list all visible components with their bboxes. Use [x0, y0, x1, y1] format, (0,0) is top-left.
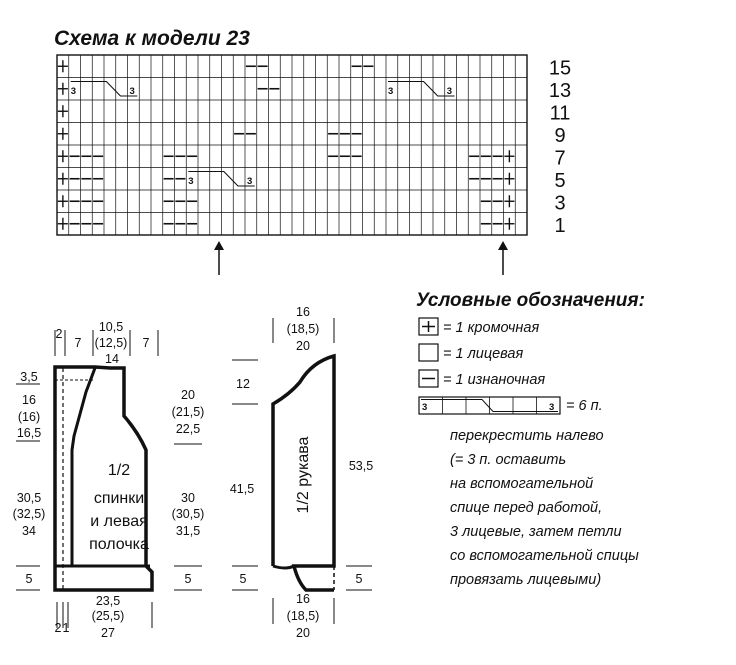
sleeve-bottom-dim-16: 16 — [296, 592, 310, 606]
body-right-dim-21-5: (21,5) — [171, 405, 205, 419]
legend-title: Условные обозначения: — [416, 290, 645, 311]
body-label-1: 1/2 — [107, 462, 131, 479]
legend-knit-text: = 1 лицевая — [443, 346, 524, 362]
body-left-dim-30-5: 30,5 — [16, 491, 42, 505]
body-top-dim-14: 14 — [105, 352, 119, 366]
legend-cross-desc-6: со вспомогательной спицы — [450, 548, 639, 564]
body-bottom-dim-23-5: 23,5 — [95, 594, 121, 608]
stitch-chart — [57, 55, 527, 235]
body-top-dim-7a: 7 — [74, 336, 82, 350]
body-bottom-dim-2: 2 — [54, 621, 62, 635]
body-top-dim-10-5: 10,5 — [98, 320, 124, 334]
body-left-dim-32-5: (32,5) — [12, 507, 46, 521]
body-bottom-dim-25-5: (25,5) — [91, 609, 125, 623]
legend-cross-desc-4: спице перед работой, — [450, 500, 603, 516]
legend-purl-text: = 1 изнаночная — [443, 372, 546, 388]
cross-label: 3 — [446, 86, 453, 97]
legend-cross-desc-5: 3 лицевые, затем петли — [450, 524, 622, 540]
legend-cross-desc-3: на вспомогательной — [450, 476, 594, 492]
arrow-right-head — [498, 241, 508, 250]
legend-cross-desc-7: провязать лицевыми) — [450, 572, 602, 588]
sleeve-left-dim-5: 5 — [239, 572, 247, 586]
row-number: 13 — [548, 79, 572, 102]
body-bottom-dim-1: 1 — [62, 621, 70, 635]
body-right-dim-22-5: 22,5 — [175, 422, 201, 436]
legend-cross-start: 3 — [422, 402, 428, 413]
cross-label: 3 — [129, 86, 135, 97]
row-number: 7 — [554, 147, 566, 170]
row-number: 15 — [548, 57, 572, 80]
sleeve-bottom-dim-18-5: (18,5) — [286, 609, 320, 623]
legend — [416, 290, 645, 588]
body-top-dim-12-5: (12,5) — [94, 336, 128, 350]
body-label-2: спинки — [93, 490, 145, 507]
body-top-dim-2: 2 — [55, 327, 63, 341]
body-left-dim-5: 5 — [25, 572, 33, 586]
legend-cross-desc-2: (= 3 п. оставить — [450, 452, 567, 468]
body-left-dim-34: 34 — [22, 524, 36, 538]
arrow-left-head — [214, 241, 224, 250]
row-number: 3 — [554, 192, 566, 215]
body-right-dim-5: 5 — [184, 572, 192, 586]
sleeve-piece — [230, 305, 373, 640]
row-number-labels — [549, 57, 571, 237]
row-number: 1 — [554, 214, 566, 237]
body-piece — [13, 320, 205, 640]
body-right-dim-30-5: (30,5) — [171, 507, 205, 521]
body-left-dim-16-5: 16,5 — [16, 426, 42, 440]
sleeve-right-dim-53-5: 53,5 — [348, 459, 374, 473]
row-number: 11 — [549, 102, 571, 125]
body-bottom-dim-27: 27 — [101, 626, 115, 640]
cross-label: 3 — [388, 86, 394, 97]
body-top-dim-7b: 7 — [142, 336, 150, 350]
body-left-dim-16a: 16 — [22, 393, 36, 407]
body-right-dim-30: 30 — [181, 491, 195, 505]
legend-knit-symbol — [419, 344, 438, 361]
sleeve-bottom-dim-20: 20 — [296, 626, 310, 640]
cross-label: 3 — [188, 176, 194, 187]
body-right-dim-20: 20 — [181, 388, 195, 402]
row-number: 5 — [554, 169, 566, 192]
body-outline — [55, 367, 152, 590]
legend-cross-text: = 6 п. — [566, 398, 603, 414]
legend-cross-symbol — [419, 397, 560, 414]
legend-edge-text: = 1 кромочная — [443, 320, 540, 336]
row-number: 9 — [554, 124, 566, 147]
body-right-dim-31-5: 31,5 — [175, 524, 201, 538]
cross-label: 3 — [70, 86, 77, 97]
sleeve-left-dim-12: 12 — [236, 377, 250, 391]
sleeve-top-dim-18-5: (18,5) — [286, 322, 320, 336]
legend-cross-end: 3 — [549, 402, 555, 413]
sleeve-label: 1/2 рукава — [295, 436, 312, 514]
chart-title: Схема к модели 23 — [54, 27, 250, 50]
body-label-4: полочка — [89, 536, 149, 553]
chart-arrows — [214, 241, 508, 275]
sleeve-left-dim-41-5: 41,5 — [229, 482, 255, 496]
sleeve-right-dim-5: 5 — [355, 572, 363, 586]
sleeve-top-dim-20: 20 — [296, 339, 310, 353]
body-left-dim-16b: (16) — [17, 410, 41, 424]
cross-label: 3 — [247, 176, 253, 187]
sleeve-top-dim-16: 16 — [296, 305, 310, 319]
body-label-3: и левая — [90, 513, 148, 530]
legend-cross-desc-1: перекрестить налево — [450, 428, 604, 444]
body-left-dim-3-5: 3,5 — [20, 370, 38, 384]
